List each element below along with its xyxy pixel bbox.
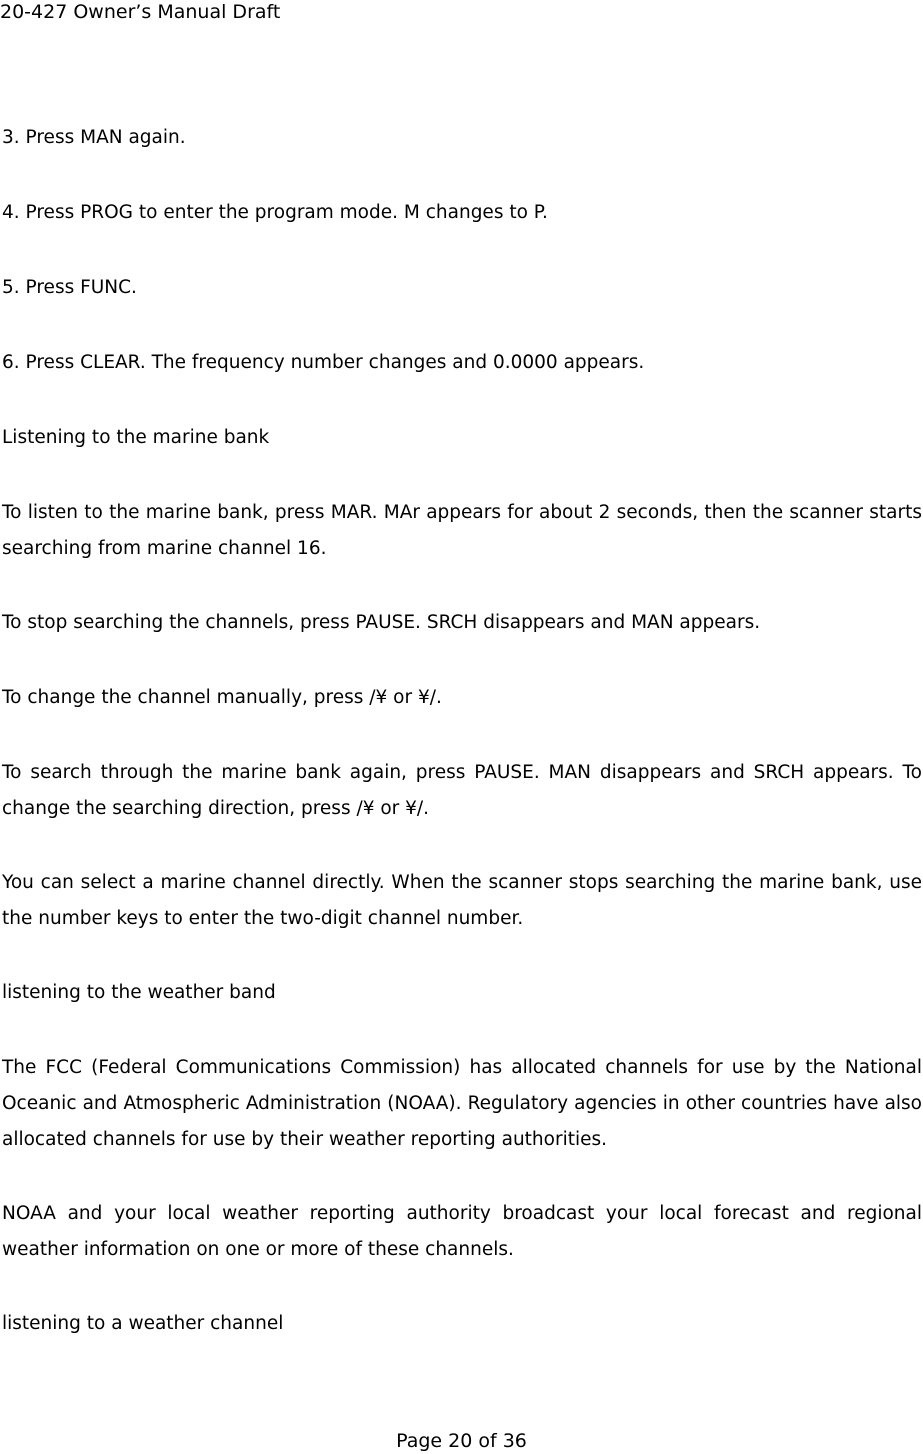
section-heading-marine-bank: Listening to the marine bank [2,427,270,448]
document-header: 20-427 Owner’s Manual Draft [0,1,281,23]
step-6-paragraph: 6. Press CLEAR. The frequency number changes and 0.0000 appears. [2,352,645,373]
step-5-paragraph: 5. Press FUNC. [2,277,137,298]
page-number: Page 20 of 36 [396,1430,527,1452]
marine-bank-intro-paragraph: To listen to the marine bank, press MAR. MAr appears for about 2 seconds, then the scanner starts searching from marine channel 16. [2,502,922,559]
step-3-paragraph: 3. Press MAN again. [2,127,186,148]
search-again-paragraph: To search through the marine bank again, press PAUSE. MAN disappears and SRCH appears. To change the searching direction, press /¥ or ¥/. [2,762,922,819]
step-4-paragraph: 4. Press PROG to enter the program mode. M changes to P. [2,202,548,223]
stop-searching-paragraph: To stop searching the channels, press PAUSE. SRCH disappears and MAN appears. [2,612,761,633]
change-channel-paragraph: To change the channel manually, press /¥ or ¥/. [2,687,442,708]
document-body [2,120,922,1342]
select-marine-channel-paragraph: You can select a marine channel directly. When the scanner stops searching the marine bank, use the number keys to enter the two-digit channel number. [2,872,922,929]
section-heading-weather-channel: listening to a weather channel [2,1313,284,1334]
section-heading-weather-band: listening to the weather band [2,982,276,1003]
fcc-paragraph: The FCC (Federal Communications Commission) has allocated channels for use by the National Oceanic and Atmospheric Administration (NOAA). Regulatory agencies in other countries have also allocated channels for use by their weather reporting authorities. [2,1057,922,1150]
noaa-paragraph: NOAA and your local weather reporting authority broadcast your local forecast and regional weather information on one or more of these channels. [2,1203,922,1260]
